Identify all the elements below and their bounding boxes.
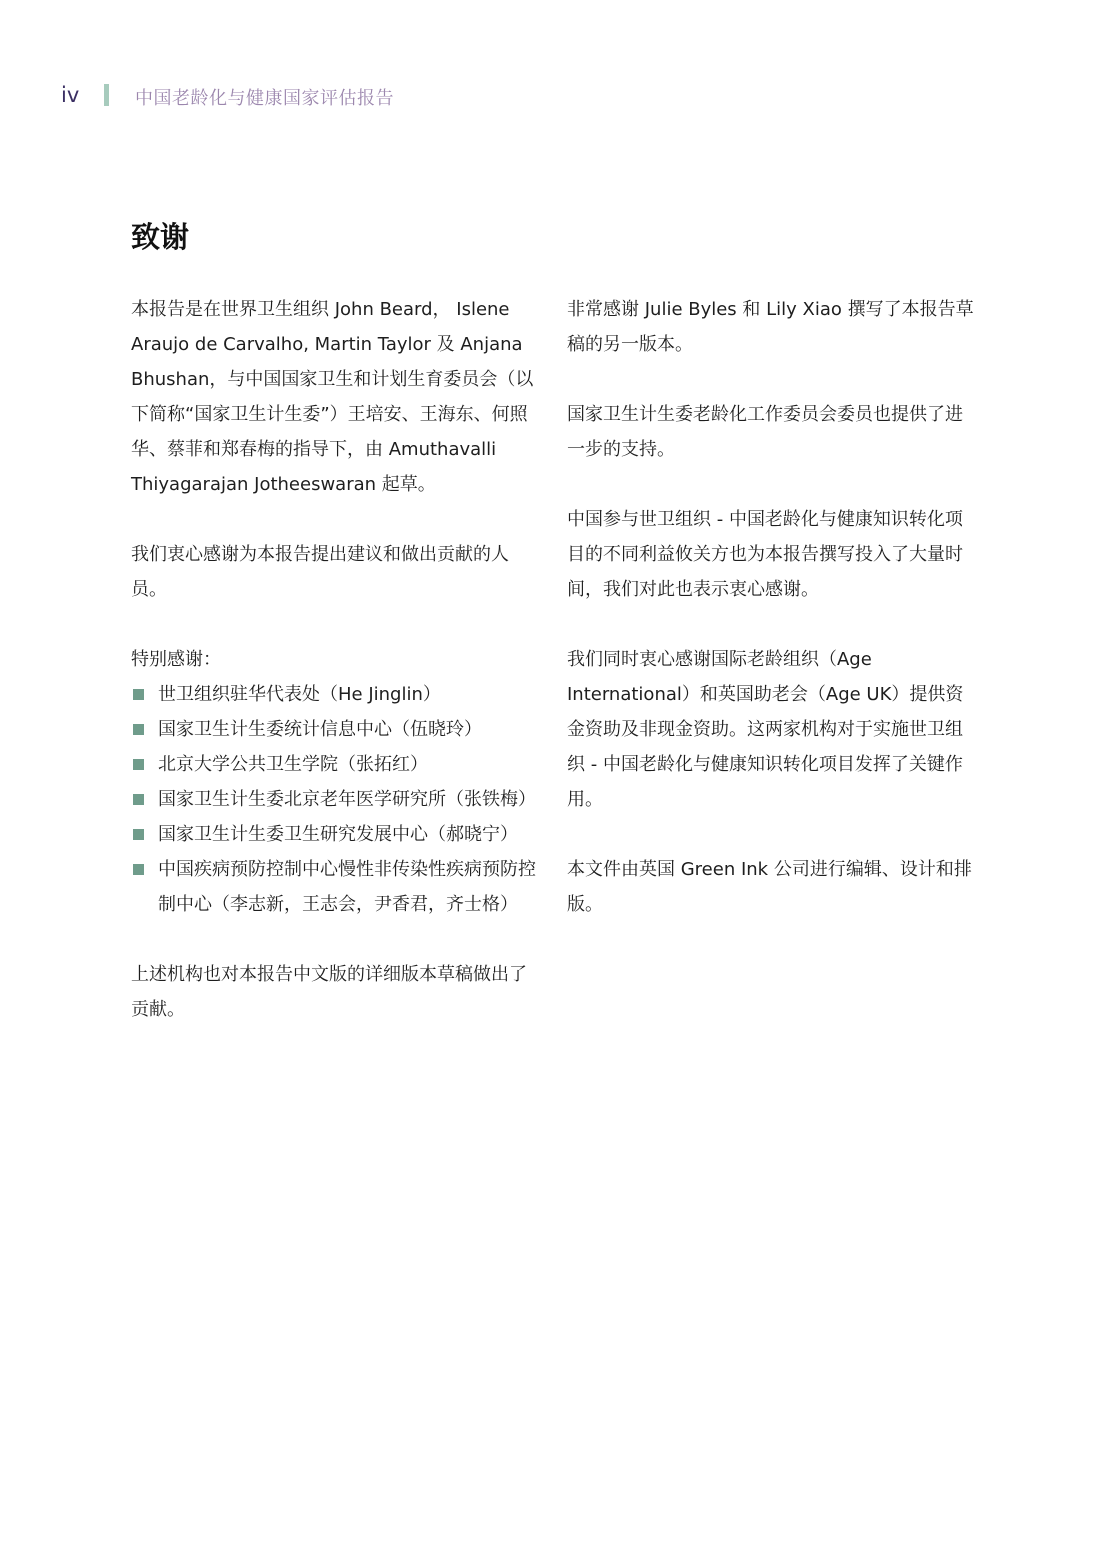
- committee-paragraph: 国家卫生计生委老龄化工作委员会委员也提供了进一步的支持。: [567, 404, 963, 460]
- list-item: [131, 677, 543, 712]
- funding-paragraph: 我们同时衷心感谢国际老龄组织（Age International）和英国助老会（Age UK）提供资金资助及非现金资助。这两家机构对于实施世卫组织 - 中国老龄化与健康知识转化项目发挥了关键作用。: [567, 649, 964, 810]
- right-column: [567, 292, 975, 957]
- special-thanks-label: 特别感谢：: [131, 649, 221, 670]
- left-column: [131, 292, 543, 1062]
- list-item-text: 国家卫生计生委北京老年医学研究所（张铁梅）: [158, 789, 536, 810]
- list-item: [131, 852, 543, 922]
- list-item: [131, 782, 543, 817]
- square-bullet-icon: [133, 689, 144, 700]
- list-item-text: 中国疾病预防控制中心慢性非传染性疾病预防控制中心（李志新，王志会，尹香君，齐士格）: [158, 859, 536, 915]
- square-bullet-icon: [133, 794, 144, 805]
- list-item: [131, 817, 543, 852]
- intro-paragraph: 本报告是在世界卫生组织 John Beard， Islene Araujo de Carvalho, Martin Taylor 及 Anjana Bhushan，与中国国家卫生和计划生育委员会（以下简称“国家卫生计生委”）王培安、王海东、何照华、蔡菲和郑春梅的指导下，由 Amuthavalli Thiyagarajan Jotheeswaran 起草。: [131, 299, 534, 495]
- section-title: 致谢: [131, 220, 190, 254]
- list-item-text: 世卫组织驻华代表处（He Jinglin）: [158, 684, 441, 705]
- running-title: 中国老龄化与健康国家评估报告: [135, 88, 394, 109]
- square-bullet-icon: [133, 829, 144, 840]
- editing-credit-paragraph: 本文件由英国 Green Ink 公司进行编辑、设计和排版。: [567, 859, 972, 915]
- draft-thanks-paragraph: 非常感谢 Julie Byles 和 Lily Xiao 撰写了本报告草稿的另一版本。: [567, 299, 974, 355]
- list-item-text: 国家卫生计生委卫生研究发展中心（郝晓宁）: [158, 824, 518, 845]
- page-number: iv: [61, 83, 80, 107]
- header-divider-bar: [104, 84, 109, 106]
- page-header: [0, 0, 1102, 130]
- special-thanks-list: [131, 677, 543, 922]
- list-item-text: 北京大学公共卫生学院（张拓红）: [158, 754, 428, 775]
- closing-paragraph: 上述机构也对本报告中文版的详细版本草稿做出了贡献。: [131, 964, 527, 1020]
- stakeholders-paragraph: 中国参与世卫组织 - 中国老龄化与健康知识转化项目的不同利益攸关方也为本报告撰写投入了大量时间，我们对此也表示衷心感谢。: [567, 509, 963, 600]
- list-item: [131, 712, 543, 747]
- list-item-text: 国家卫生计生委统计信息中心（伍晓玲）: [158, 719, 482, 740]
- square-bullet-icon: [133, 724, 144, 735]
- list-item: [131, 747, 543, 782]
- square-bullet-icon: [133, 759, 144, 770]
- thanks-paragraph: 我们衷心感谢为本报告提出建议和做出贡献的人员。: [131, 544, 509, 600]
- square-bullet-icon: [133, 864, 144, 875]
